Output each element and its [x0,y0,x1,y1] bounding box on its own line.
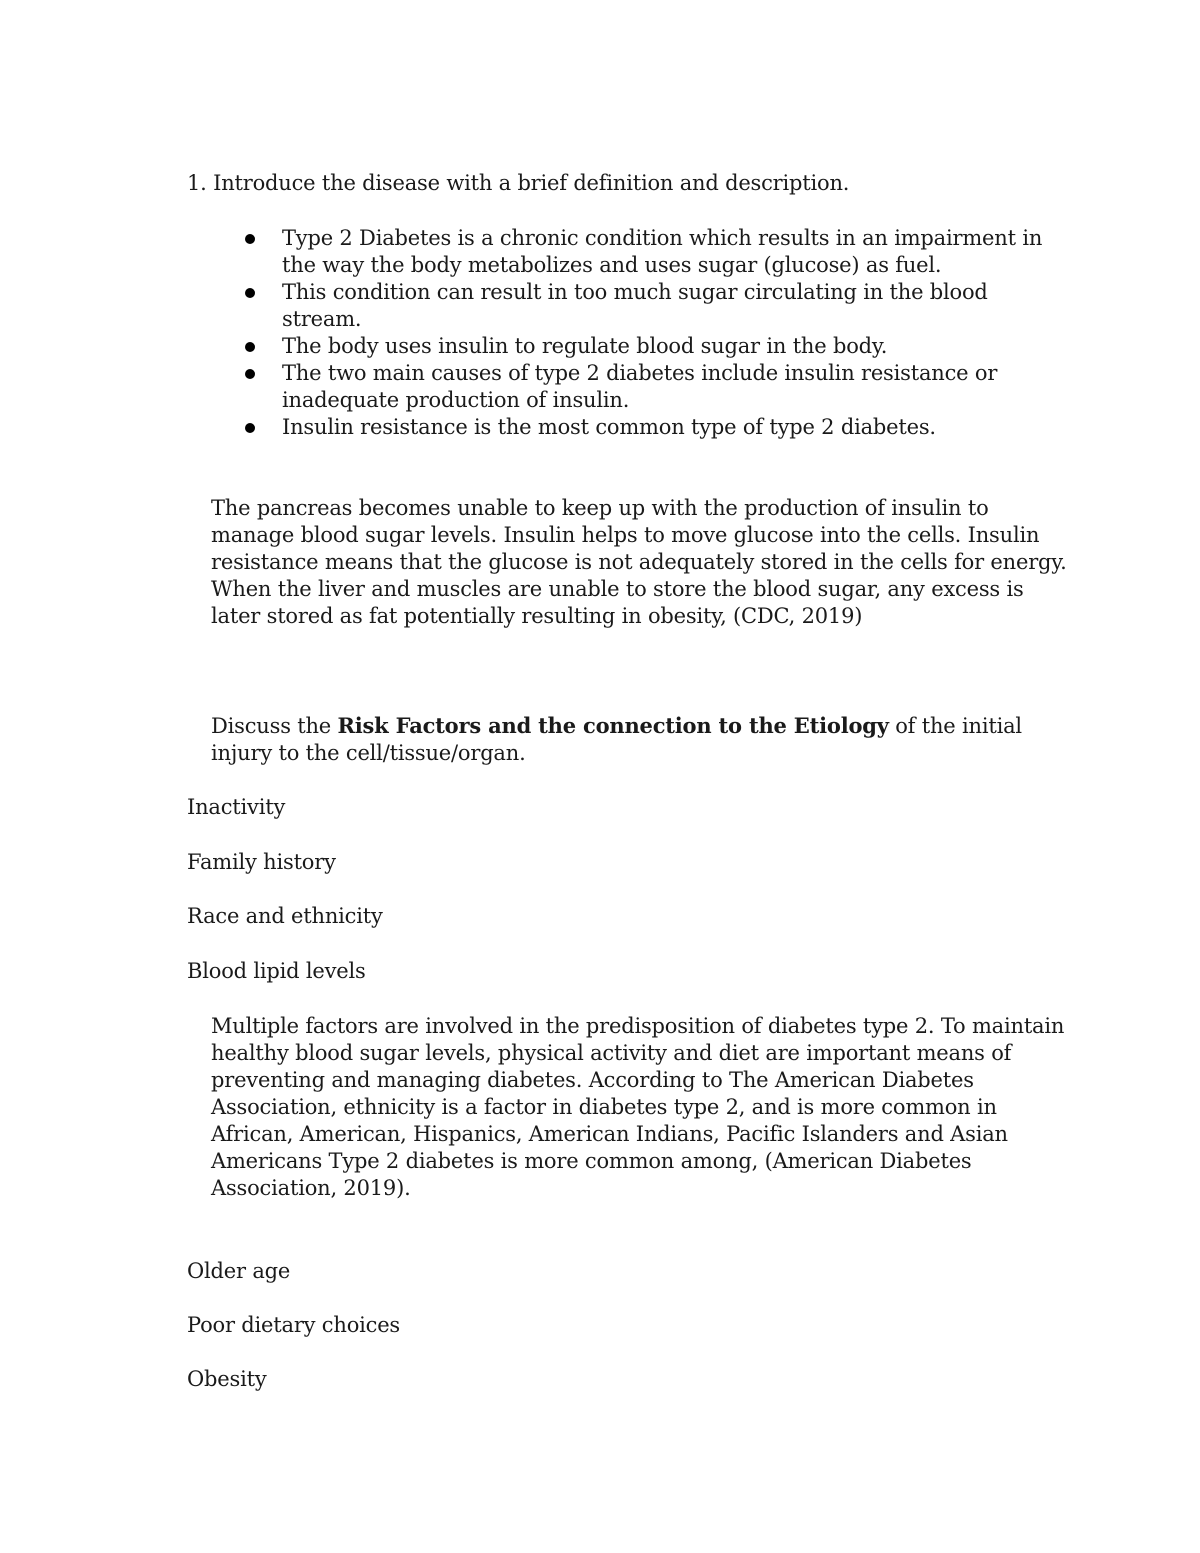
predisposition-paragraph: Multiple factors are involved in the predisposition of diabetes type 2. To maintain healthy blood sugar levels, physical activity and diet are important means of preventing and managing diabetes. According to The American Diabetes Association, ethnicity is a factor in diabetes type 2, and is more common in African, American, Hispanics, American Indians, Pacific Islanders and Asian Americans Type 2 diabetes is more common among, (American Diabetes Association, 2019). [211,1014,1065,1200]
bullet-icon [245,369,255,379]
bullet-text: The two main causes of type 2 diabetes include insulin resistance or inadequate production of insulin. [282,361,998,412]
bullet-icon [245,423,255,433]
risk-factor-obesity: Obesity [187,1367,267,1391]
bullet-icon [245,234,255,244]
bullet-icon [245,342,255,352]
risk-factor-blood-lipid: Blood lipid levels [187,959,366,983]
definition-bullet-list [245,225,1065,441]
bullet-icon [245,288,255,298]
prompt-bold-text: Risk Factors and the connection to the Etiology [337,713,889,738]
bullet-text: The body uses insulin to regulate blood sugar in the body. [282,334,888,358]
prompt-prefix: Discuss the [211,714,338,738]
risk-factor-inactivity: Inactivity [187,795,286,819]
risk-factor-poor-diet: Poor dietary choices [187,1313,401,1337]
list-item [245,333,1065,360]
list-item [245,279,1065,333]
risk-factor-older-age: Older age [187,1259,291,1283]
risk-factors-prompt [211,712,1071,767]
section-heading: 1. Introduce the disease with a brief definition and description. [187,171,850,195]
bullet-text: This condition can result in too much sugar circulating in the blood stream. [282,280,988,331]
risk-factor-family-history: Family history [187,850,336,874]
bullet-text: Insulin resistance is the most common type of type 2 diabetes. [282,415,936,439]
list-item [245,414,1065,441]
list-item [245,225,1065,279]
prompt-suffix: of the initial injury to the cell/tissue/organ. [211,714,1022,765]
risk-factor-race-ethnicity: Race and ethnicity [187,904,383,928]
pancreas-paragraph: The pancreas becomes unable to keep up with the production of insulin to manage blood sugar levels. Insulin helps to move glucose into the cells. Insulin resistance means that the glucose is not adequately stored in the cells for energy. When the liver and muscles are unable to store the blood sugar, any excess is later stored as fat potentially resulting in obesity, (CDC, 2019) [211,496,1067,628]
list-item [245,360,1065,414]
bullet-text: Type 2 Diabetes is a chronic condition which results in an impairment in the way the body metabolizes and uses sugar (glucose) as fuel. [282,226,1043,277]
